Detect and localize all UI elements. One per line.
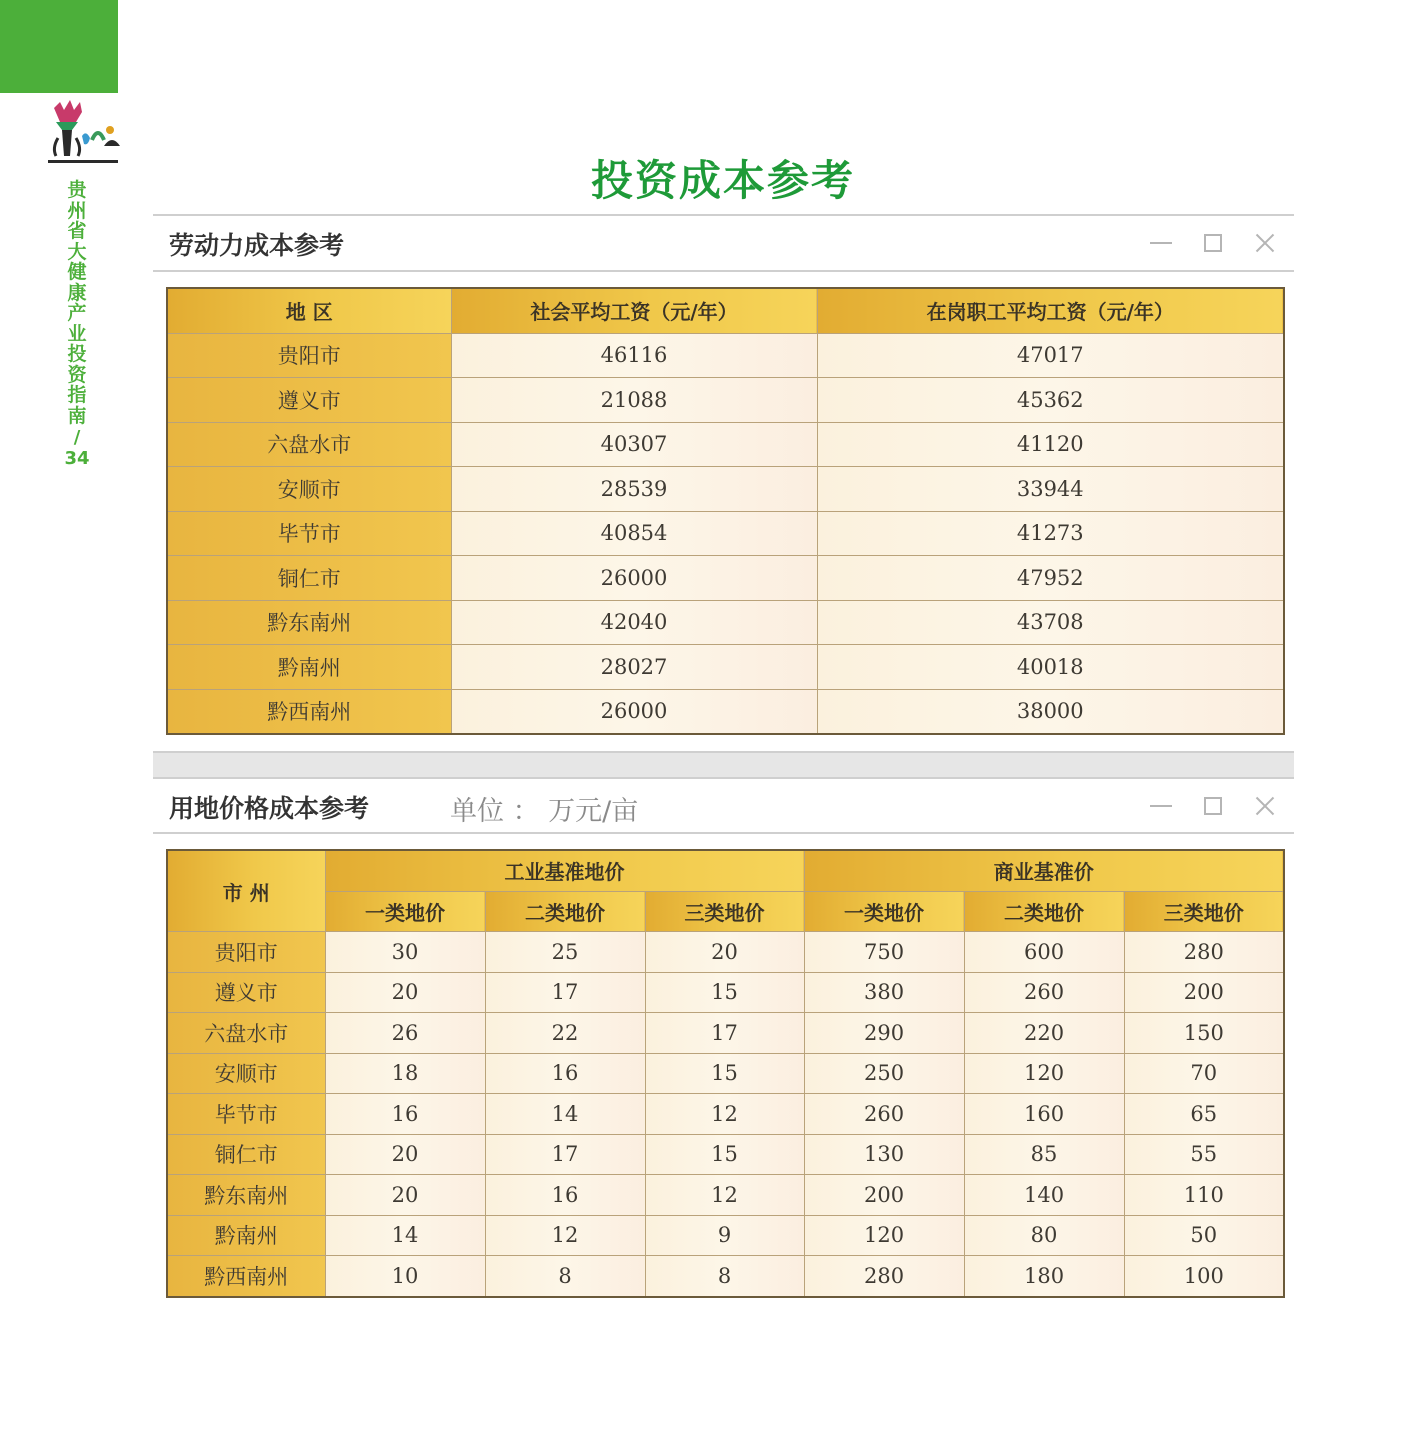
value-cell: 8 xyxy=(485,1256,645,1297)
value-cell: 160 xyxy=(964,1094,1124,1135)
value-cell: 85 xyxy=(964,1134,1124,1175)
value-cell: 15 xyxy=(645,972,804,1013)
row-label-cell: 六盘水市 xyxy=(167,422,451,467)
land-window-controls xyxy=(1148,793,1278,819)
table-header-row xyxy=(167,850,1284,891)
table-row xyxy=(167,645,1284,690)
value-cell: 14 xyxy=(325,1215,485,1256)
value-cell: 26000 xyxy=(451,689,817,734)
value-cell: 600 xyxy=(964,932,1124,973)
row-label-cell: 黔南州 xyxy=(167,1215,325,1256)
value-cell: 220 xyxy=(964,1013,1124,1054)
value-cell: 26 xyxy=(325,1013,485,1054)
sidebar-green-block xyxy=(0,0,118,93)
row-label-cell: 安顺市 xyxy=(167,467,451,512)
value-cell: 20 xyxy=(325,1134,485,1175)
row-label-cell: 六盘水市 xyxy=(167,1013,325,1054)
value-cell: 41273 xyxy=(817,511,1284,556)
value-cell: 26000 xyxy=(451,556,817,601)
minimize-icon[interactable] xyxy=(1148,793,1174,819)
row-label-cell: 遵义市 xyxy=(167,378,451,423)
value-cell: 16 xyxy=(485,1053,645,1094)
maximize-icon[interactable] xyxy=(1200,793,1226,819)
row-label-cell: 铜仁市 xyxy=(167,1134,325,1175)
row-label-cell: 毕节市 xyxy=(167,511,451,556)
table-row xyxy=(167,1215,1284,1256)
row-label-cell: 贵阳市 xyxy=(167,333,451,378)
land-panel-header xyxy=(153,777,1294,834)
minimize-icon[interactable] xyxy=(1148,230,1174,256)
value-cell: 100 xyxy=(1124,1256,1284,1297)
table-subheader-row xyxy=(167,891,1284,932)
table-row xyxy=(167,1256,1284,1297)
subheader: 一类地价 xyxy=(804,891,964,932)
value-cell: 8 xyxy=(645,1256,804,1297)
value-cell: 120 xyxy=(964,1053,1124,1094)
row-label-cell: 安顺市 xyxy=(167,1053,325,1094)
table-row xyxy=(167,1134,1284,1175)
column-header: 地 区 xyxy=(167,288,451,333)
value-cell: 12 xyxy=(645,1175,804,1216)
row-label-cell: 黔东南州 xyxy=(167,600,451,645)
value-cell: 140 xyxy=(964,1175,1124,1216)
value-cell: 15 xyxy=(645,1053,804,1094)
value-cell: 17 xyxy=(485,972,645,1013)
maximize-icon[interactable] xyxy=(1200,230,1226,256)
value-cell: 200 xyxy=(1124,972,1284,1013)
value-cell: 12 xyxy=(645,1094,804,1135)
subheader: 一类地价 xyxy=(325,891,485,932)
value-cell: 47017 xyxy=(817,333,1284,378)
value-cell: 25 xyxy=(485,932,645,973)
value-cell: 50 xyxy=(1124,1215,1284,1256)
table-row xyxy=(167,333,1284,378)
subheader: 三类地价 xyxy=(1124,891,1284,932)
panel-separator xyxy=(153,751,1294,779)
value-cell: 12 xyxy=(485,1215,645,1256)
value-cell: 280 xyxy=(1124,932,1284,973)
table-row xyxy=(167,600,1284,645)
close-icon[interactable] xyxy=(1252,793,1278,819)
table-row xyxy=(167,1013,1284,1054)
commercial-group-header: 商业基准价 xyxy=(804,850,1284,891)
page-number: / 34 xyxy=(64,427,90,469)
value-cell: 38000 xyxy=(817,689,1284,734)
table-row xyxy=(167,556,1284,601)
value-cell: 250 xyxy=(804,1053,964,1094)
table-row xyxy=(167,1175,1284,1216)
value-cell: 290 xyxy=(804,1013,964,1054)
value-cell: 70 xyxy=(1124,1053,1284,1094)
table-row xyxy=(167,1094,1284,1135)
value-cell: 40018 xyxy=(817,645,1284,690)
column-header: 在岗职工平均工资（元/年） xyxy=(817,288,1284,333)
value-cell: 16 xyxy=(485,1175,645,1216)
value-cell: 17 xyxy=(485,1134,645,1175)
value-cell: 280 xyxy=(804,1256,964,1297)
value-cell: 42040 xyxy=(451,600,817,645)
close-icon[interactable] xyxy=(1252,230,1278,256)
labor-panel-header xyxy=(153,214,1294,272)
value-cell: 30 xyxy=(325,932,485,973)
table-row xyxy=(167,511,1284,556)
subheader: 二类地价 xyxy=(964,891,1124,932)
page-title: 投资成本参考 xyxy=(590,156,855,205)
column-header: 社会平均工资（元/年） xyxy=(451,288,817,333)
page-number-value: 34 xyxy=(64,447,90,469)
labor-cost-table xyxy=(166,287,1285,735)
row-label-cell: 黔南州 xyxy=(167,645,451,690)
vertical-guide-title xyxy=(64,180,90,469)
value-cell: 260 xyxy=(804,1094,964,1135)
value-cell: 33944 xyxy=(817,467,1284,512)
value-cell: 46116 xyxy=(451,333,817,378)
value-cell: 20 xyxy=(645,932,804,973)
value-cell: 40307 xyxy=(451,422,817,467)
table-row xyxy=(167,467,1284,512)
industrial-group-header: 工业基准地价 xyxy=(325,850,804,891)
table-row xyxy=(167,972,1284,1013)
value-cell: 260 xyxy=(964,972,1124,1013)
value-cell: 16 xyxy=(325,1094,485,1135)
value-cell: 380 xyxy=(804,972,964,1013)
row-label-cell: 贵阳市 xyxy=(167,932,325,973)
value-cell: 20 xyxy=(325,1175,485,1216)
value-cell: 200 xyxy=(804,1175,964,1216)
value-cell: 28539 xyxy=(451,467,817,512)
row-label-cell: 黔西南州 xyxy=(167,689,451,734)
land-price-table xyxy=(166,849,1285,1298)
value-cell: 21088 xyxy=(451,378,817,423)
value-cell: 17 xyxy=(645,1013,804,1054)
table-row xyxy=(167,689,1284,734)
row-label-cell: 黔西南州 xyxy=(167,1256,325,1297)
table-row xyxy=(167,1053,1284,1094)
value-cell: 120 xyxy=(804,1215,964,1256)
vertical-title-text: 贵州省大健康产业投资指南 xyxy=(67,179,87,427)
value-cell: 43708 xyxy=(817,600,1284,645)
row-label-cell: 黔东南州 xyxy=(167,1175,325,1216)
land-unit-label: 单位 ： 万元/亩 xyxy=(450,796,639,827)
value-cell: 65 xyxy=(1124,1094,1284,1135)
labor-window-controls xyxy=(1148,230,1278,256)
city-column-header: 市 州 xyxy=(167,850,325,932)
value-cell: 47952 xyxy=(817,556,1284,601)
subheader: 三类地价 xyxy=(645,891,804,932)
table-row xyxy=(167,378,1284,423)
value-cell: 55 xyxy=(1124,1134,1284,1175)
value-cell: 150 xyxy=(1124,1013,1284,1054)
value-cell: 45362 xyxy=(817,378,1284,423)
table-row xyxy=(167,422,1284,467)
subheader: 二类地价 xyxy=(485,891,645,932)
value-cell: 20 xyxy=(325,972,485,1013)
value-cell: 41120 xyxy=(817,422,1284,467)
value-cell: 110 xyxy=(1124,1175,1284,1216)
value-cell: 28027 xyxy=(451,645,817,690)
value-cell: 18 xyxy=(325,1053,485,1094)
value-cell: 130 xyxy=(804,1134,964,1175)
value-cell: 14 xyxy=(485,1094,645,1135)
value-cell: 15 xyxy=(645,1134,804,1175)
labor-panel-title: 劳动力成本参考 xyxy=(169,231,345,260)
row-label-cell: 毕节市 xyxy=(167,1094,325,1135)
value-cell: 80 xyxy=(964,1215,1124,1256)
value-cell: 180 xyxy=(964,1256,1124,1297)
row-label-cell: 遵义市 xyxy=(167,972,325,1013)
row-label-cell: 铜仁市 xyxy=(167,556,451,601)
table-row xyxy=(167,932,1284,973)
value-cell: 22 xyxy=(485,1013,645,1054)
value-cell: 750 xyxy=(804,932,964,973)
land-panel-title: 用地价格成本参考 xyxy=(169,794,370,823)
value-cell: 9 xyxy=(645,1215,804,1256)
value-cell: 40854 xyxy=(451,511,817,556)
value-cell: 10 xyxy=(325,1256,485,1297)
table-header-row xyxy=(167,288,1284,333)
